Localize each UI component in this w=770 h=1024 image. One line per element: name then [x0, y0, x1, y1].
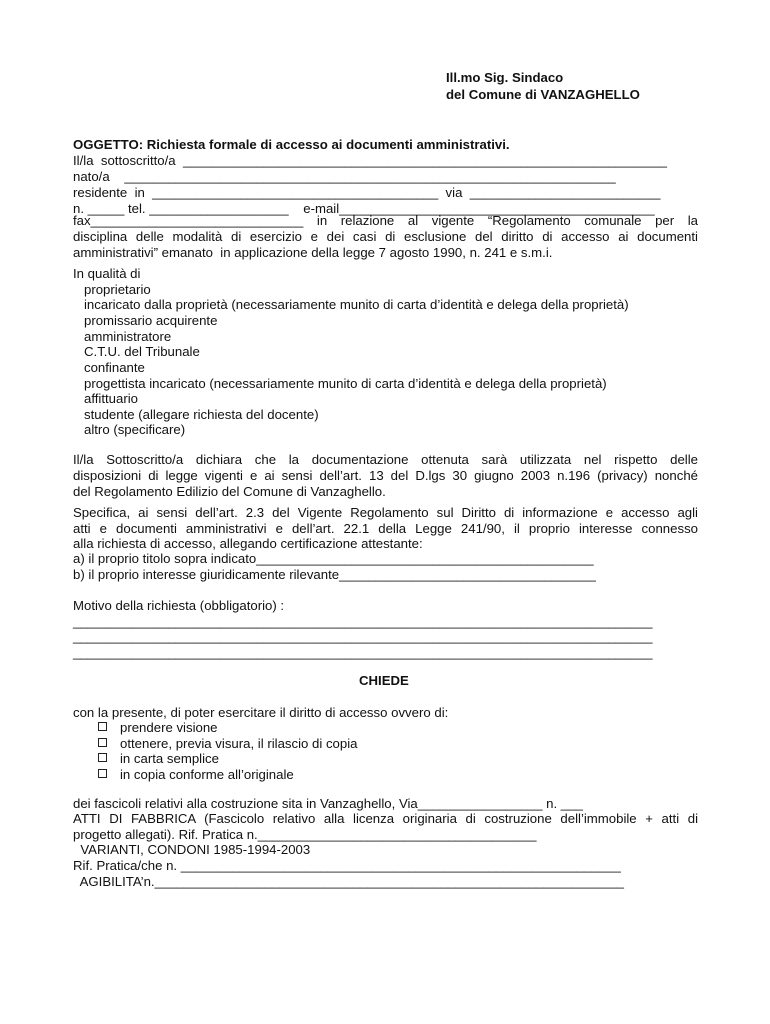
option-view[interactable]	[98, 720, 218, 736]
reason-line-2[interactable]: _______________________________________________________________________________	[73, 629, 653, 644]
request-intro: con la presente, di poter esercitare il diritto di accesso ovvero di:	[73, 705, 449, 720]
checkbox[interactable]	[98, 753, 107, 762]
files-line-4[interactable]: VARIANTI, CONDONI 1985-1994-2003	[73, 842, 311, 857]
checkbox[interactable]	[98, 769, 107, 778]
request-heading: CHIEDE	[359, 673, 409, 688]
interest-line-1: Specifica, ai sensi dell’art. 2.3 del Vigente Regolamento sul Diritto di informazione e accesso agli	[73, 505, 698, 520]
role-option-tenant[interactable]: affittuario	[84, 391, 139, 406]
applicant-name-label: Il/la sottoscritto/a	[73, 153, 183, 168]
role-option-other[interactable]: altro (specificare)	[84, 422, 186, 437]
option-plain-paper[interactable]	[98, 751, 219, 767]
interest-line-2: atti e documenti amministrativi e dell’art. 22.1 della Legge 241/90, il proprio interesse connesso	[73, 521, 698, 536]
role-option-buyer[interactable]: promissario acquirente	[84, 313, 218, 328]
reason-label: Motivo della richiesta (obbligatorio) :	[73, 598, 285, 613]
declaration-line-1: Il/la Sottoscritto/a dichiara che la documentazione ottenuta sarà utilizzata nel rispetto delle	[73, 452, 698, 467]
street-blank[interactable]: __________________________	[469, 185, 661, 200]
option-copy-label: ottenere, previa visura, il rilascio di copia	[120, 736, 358, 751]
recipient-municipality: del Comune di VANZAGHELLO	[446, 87, 640, 102]
regulation-line-end: amministrativi” emanato in applicazione della legge 7 agosto 1990, n. 241 e s.m.i.	[73, 245, 553, 260]
birthplace-line	[73, 169, 616, 185]
role-heading: In qualità di	[73, 266, 141, 281]
regulation-line: disciplina delle modalità di esercizio e dei casi di esclusione del diritto di accesso ai documenti	[73, 229, 698, 244]
declaration-line-2: disposizioni di legge vigenti e ai sensi dell’art. 13 del D.lgs 30 giugno 2003 n.196 (privacy) nonché	[73, 468, 698, 483]
legal-interest-field[interactable]: b) il proprio interesse giuridicamente rilevante___________________________________	[73, 567, 596, 582]
residence-label: residente in	[73, 185, 153, 200]
reason-line-3[interactable]: _______________________________________________________________________________	[73, 645, 653, 660]
contact-line[interactable]: n. _____ tel. ___________________ e-mail___________________________________________	[73, 201, 655, 216]
role-option-delegate[interactable]: incaricato dalla proprietà (necessariamente munito di carta d’identità e delega della proprietà)	[84, 297, 629, 312]
birthplace-label: nato/a	[73, 169, 125, 184]
role-option-administrator[interactable]: amministratore	[84, 329, 172, 344]
subject-line: OGGETTO: Richiesta formale di accesso ai documenti amministrativi.	[73, 137, 510, 152]
option-copy[interactable]	[98, 736, 358, 752]
declaration-line-3: del Regolamento Edilizio del Comune di Vanzaghello.	[73, 484, 386, 499]
role-option-designer[interactable]: progettista incaricato (necessariamente munito di carta d’identità e delega della proprietà)	[84, 376, 607, 391]
option-plain-paper-label: in carta semplice	[120, 751, 219, 766]
title-field[interactable]: a) il proprio titolo sopra indicato______________________________________________	[73, 551, 594, 566]
option-certified-copy-label: in copia conforme all’originale	[120, 767, 294, 782]
role-option-student[interactable]: studente (allegare richiesta del docente)	[84, 407, 319, 422]
checkbox[interactable]	[98, 738, 107, 747]
fax-line: fax_____________________________ in relazione al vigente “Regolamento comunale per la	[73, 213, 698, 228]
applicant-name-line	[73, 153, 667, 169]
files-line-6[interactable]: AGIBILITA’n.________________________________________________________________	[73, 874, 624, 889]
applicant-name-blank[interactable]: __________________________________________________________________	[182, 153, 667, 168]
role-option-ctu[interactable]: C.T.U. del Tribunale	[84, 344, 200, 359]
interest-line-3: alla richiesta di accesso, allegando certificazione attestante:	[73, 536, 423, 551]
recipient-title: Ill.mo Sig. Sindaco	[446, 70, 564, 85]
residence-line	[73, 185, 660, 201]
reason-line-1[interactable]: _______________________________________________________________________________	[73, 614, 653, 629]
files-line-2[interactable]: ATTI DI FABBRICA (Fascicolo relativo alla licenza originaria di costruzione dell’immobile + atti di	[73, 811, 698, 826]
files-line-5[interactable]: Rif. Pratica/che n. ____________________________________________________________	[73, 858, 621, 873]
files-line-1[interactable]: dei fascicoli relativi alla costruzione sita in Vanzaghello, Via_________________ n. ___	[73, 796, 583, 811]
checkbox[interactable]	[98, 722, 107, 731]
birthplace-blank[interactable]: ___________________________________________________________________	[124, 169, 616, 184]
files-line-3[interactable]: progetto allegati). Rif. Pratica n.______________________________________	[73, 827, 537, 842]
role-option-neighbor[interactable]: confinante	[84, 360, 145, 375]
role-option-owner[interactable]: proprietario	[84, 282, 151, 297]
option-view-label: prendere visione	[120, 720, 218, 735]
street-label: via	[438, 185, 470, 200]
option-certified-copy[interactable]	[98, 767, 294, 783]
residence-blank[interactable]: _______________________________________	[152, 185, 439, 200]
